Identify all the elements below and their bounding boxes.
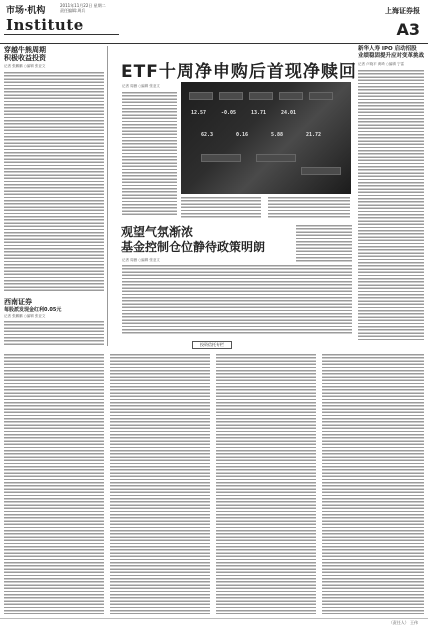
right-column (358, 46, 424, 346)
masthead (0, 0, 428, 44)
issue-date: 2011年11月22日 星期二 责任编辑:周兵 (60, 3, 106, 13)
main-byline: 记者 周薇 ○编辑 张亚文 (122, 84, 160, 88)
section-title: 市场·机构 (6, 6, 46, 16)
second-article-body (122, 265, 352, 335)
bottom-col1 (4, 354, 104, 614)
footer (0, 618, 428, 627)
paper-name: 上海证券报 (385, 6, 420, 15)
bottom-col4 (322, 354, 424, 614)
right-article-body (358, 70, 424, 340)
divider (4, 34, 119, 35)
left-column (4, 46, 108, 346)
second-byline: 记者 周薇 ○编辑 张亚文 (122, 258, 160, 262)
left-headline-2: 西南证券 每股派发现金红利0.05元 (4, 298, 62, 313)
main-headline: ETF十周净申购后首现净赎回 (121, 62, 357, 82)
bottom-col3 (216, 354, 316, 614)
page-number: A3 (396, 20, 420, 39)
main-article-col3 (268, 197, 350, 219)
left-article-body-2 (4, 321, 104, 346)
right-byline: 记者 卢晓平 黄琦 ○编辑 宁雷 (358, 62, 405, 66)
bottom-col2 (110, 354, 210, 614)
footer-text: （责任人） 王伟 (388, 620, 418, 625)
main-article-col1 (122, 92, 177, 217)
left-headline: 穿越牛熊周期 积极收益投资 (4, 46, 46, 62)
stock-board-photo: 12.57 -0.05 13.71 24.01 62.3 0.16 5.88 21.72 (181, 82, 351, 194)
column-tag: 投资信托专栏 (192, 341, 232, 349)
main-article-col2 (181, 197, 261, 219)
left-byline: 记者 张鹏鹏 ○编辑 张亚文 (4, 64, 46, 68)
second-headline: 观望气氛渐浓 基金控制仓位静待政策明朗 (121, 225, 266, 254)
left-article-body (4, 72, 104, 292)
right-headline: 新华人寿 IPO 启动招股 业绩稳固提升应对变革挑战 (358, 46, 425, 59)
left-byline-2: 记者 张鹏鹏 ○编辑 张亚文 (4, 314, 46, 318)
institute-title: Institute (6, 16, 84, 34)
second-article-top (296, 225, 352, 263)
